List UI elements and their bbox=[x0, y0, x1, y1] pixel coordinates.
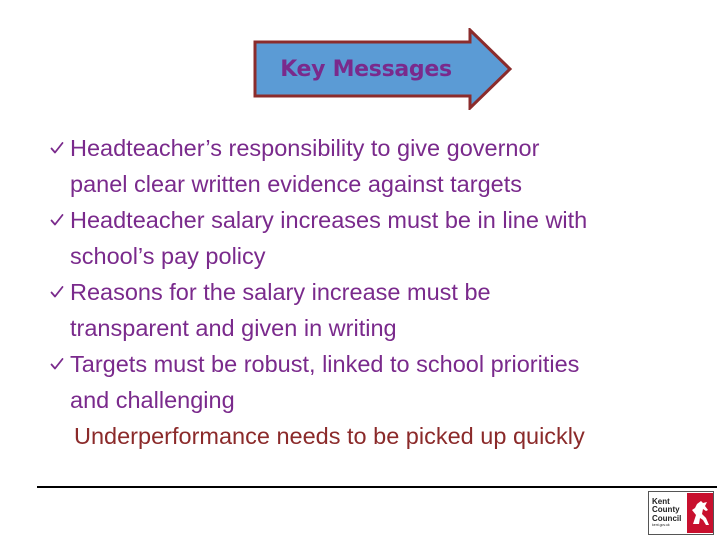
final-message bbox=[50, 418, 690, 454]
list-item bbox=[50, 346, 690, 418]
checkmark-icon bbox=[50, 202, 68, 238]
checkmark-icon bbox=[50, 130, 68, 166]
message-line: school’s pay policy bbox=[70, 243, 266, 269]
message-line: Headteacher’s responsibility to give governor bbox=[70, 135, 540, 161]
logo-wordmark bbox=[649, 498, 687, 529]
logo-line: Council bbox=[652, 513, 682, 523]
message-line: Targets must be robust, linked to school priorities bbox=[70, 351, 580, 377]
logo-line: County bbox=[652, 505, 680, 515]
title-arrow-banner bbox=[252, 28, 514, 110]
footer-divider bbox=[37, 486, 717, 488]
checkmark-icon bbox=[50, 346, 68, 382]
logo-line: Kent bbox=[652, 496, 670, 506]
key-messages-list bbox=[50, 130, 690, 454]
message-line: transparent and given in writing bbox=[70, 315, 397, 341]
message-line: and challenging bbox=[70, 387, 235, 413]
message-line: Headteacher salary increases must be in line with bbox=[70, 207, 588, 233]
checkmark-icon bbox=[50, 274, 68, 310]
list-item bbox=[50, 202, 690, 274]
list-item bbox=[50, 274, 690, 346]
message-line: panel clear written evidence against targets bbox=[70, 171, 522, 197]
page-title: Key Messages bbox=[280, 56, 452, 82]
white-horse-icon bbox=[687, 493, 713, 533]
logo-url: kent.gov.uk bbox=[652, 523, 670, 528]
message-line: Reasons for the salary increase must be bbox=[70, 279, 491, 305]
kent-county-council-logo bbox=[648, 491, 714, 535]
list-item bbox=[50, 130, 690, 202]
message-line: Underperformance needs to be picked up quickly bbox=[74, 423, 585, 449]
